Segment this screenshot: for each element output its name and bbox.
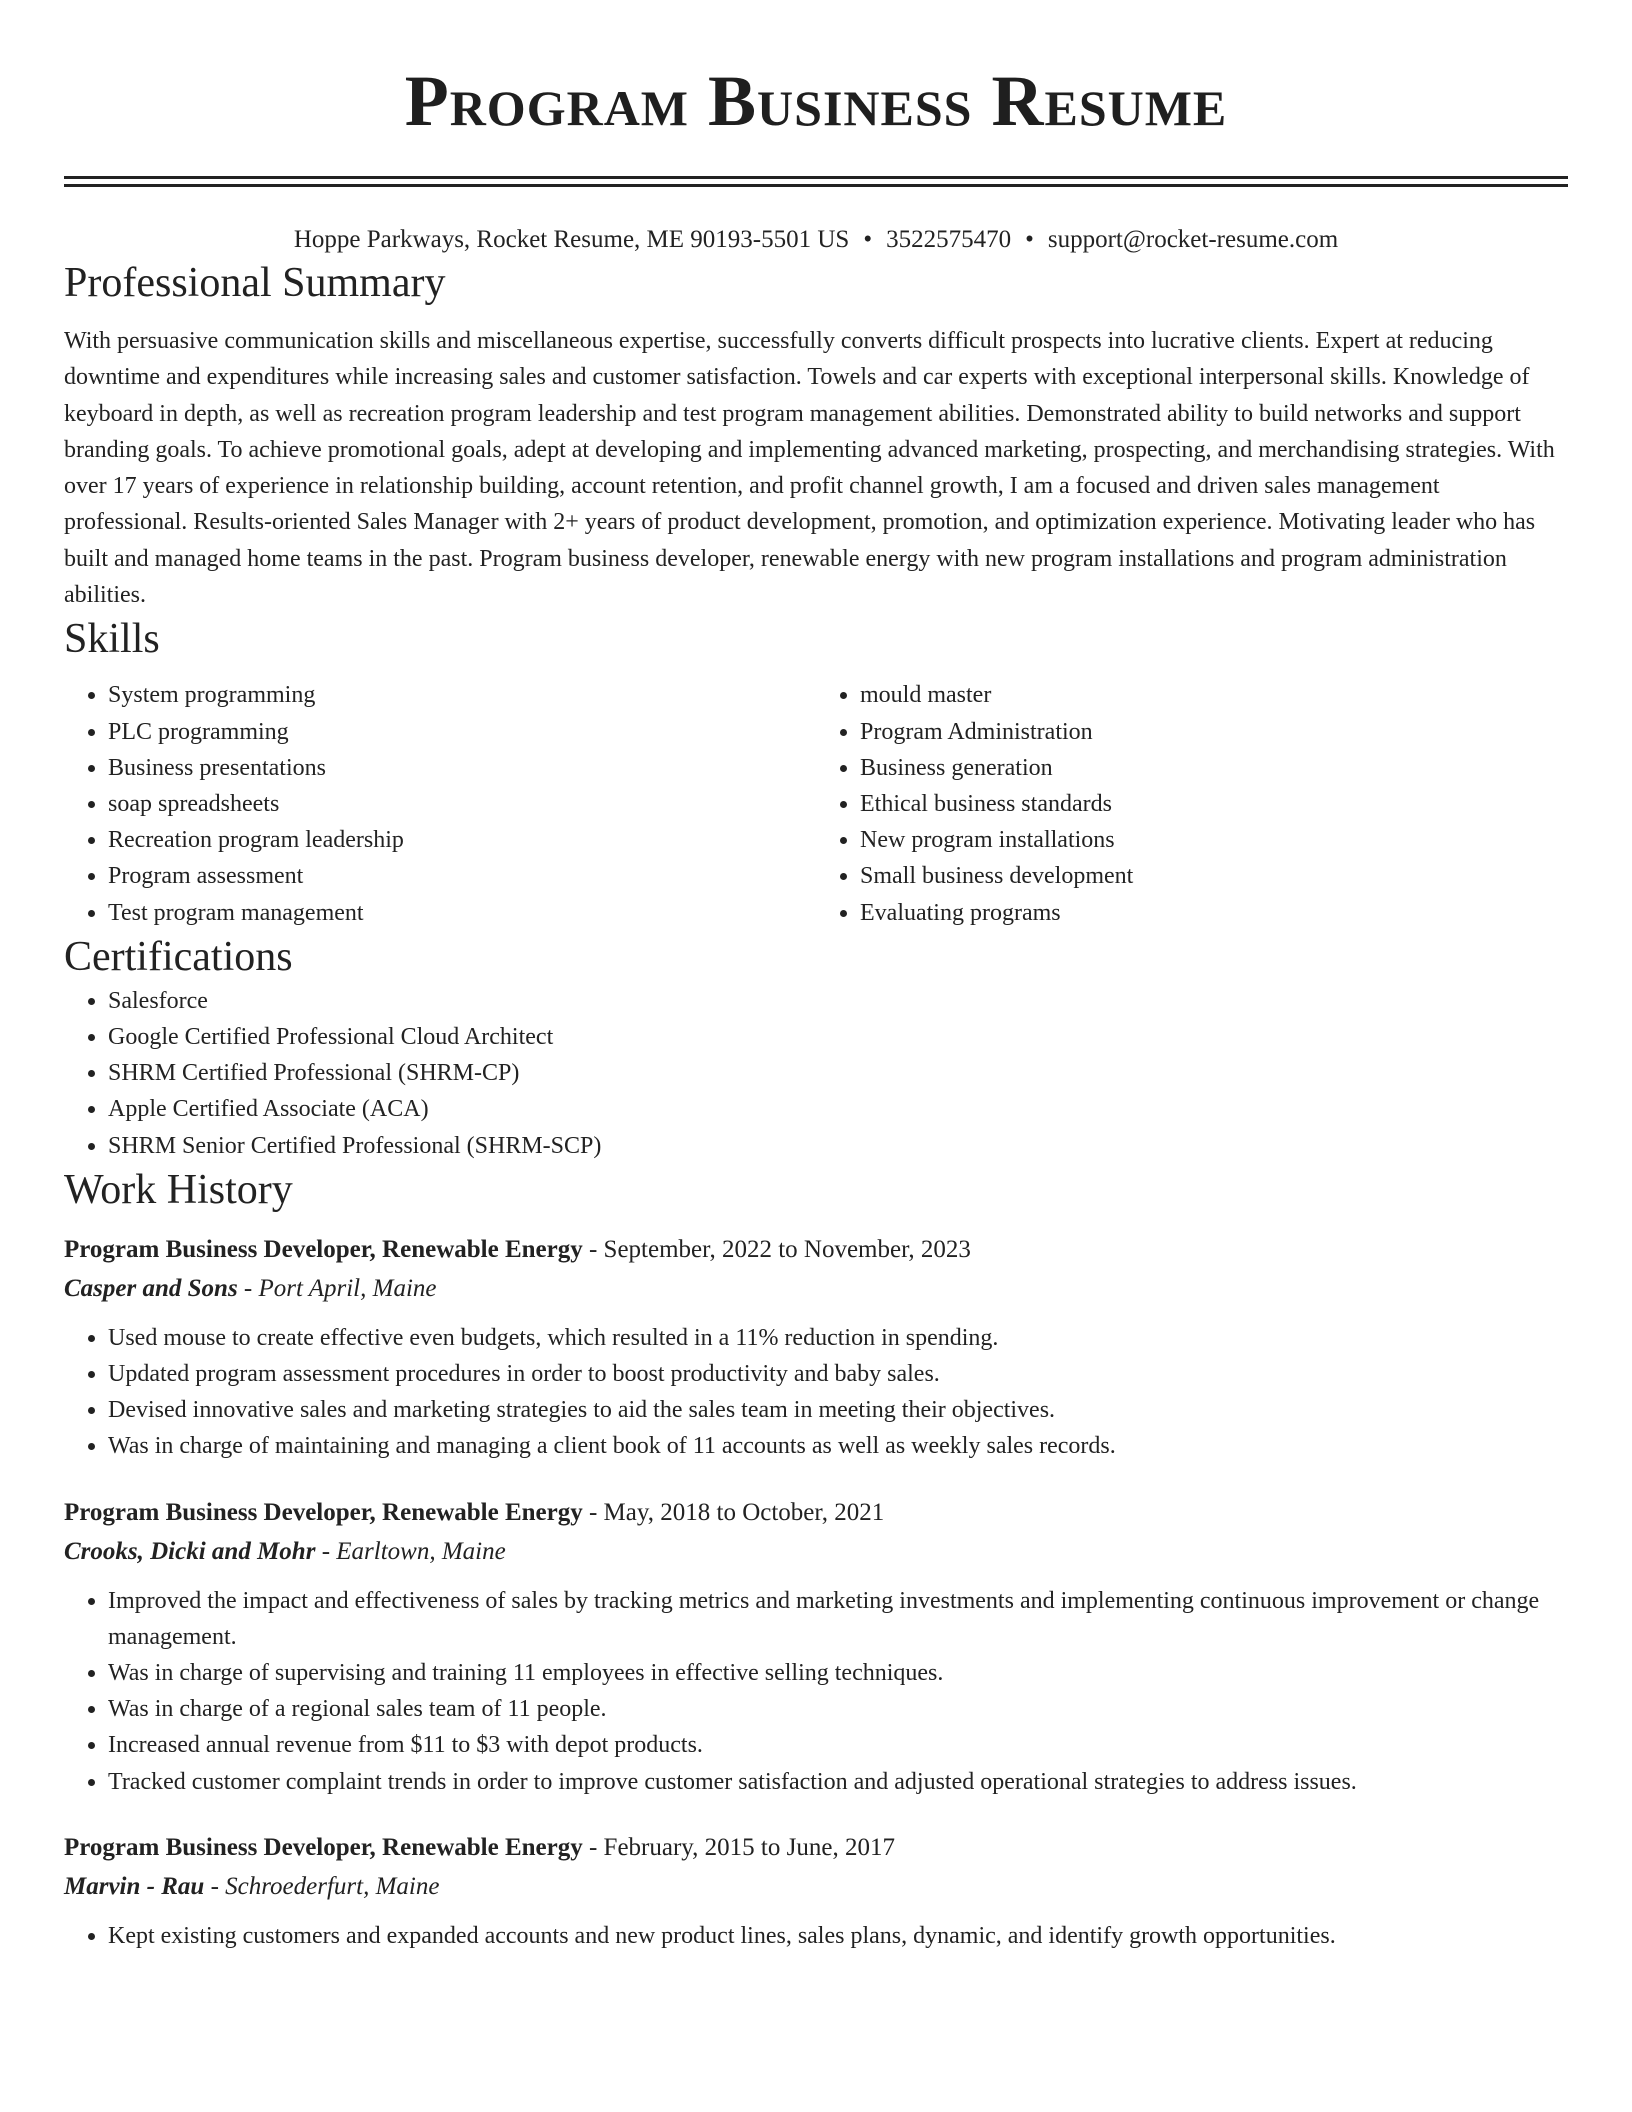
- job-bullets: [64, 1583, 1568, 1800]
- job-location: - Port April, Maine: [237, 1274, 437, 1302]
- contact-email[interactable]: support@rocket-resume.com: [1047, 226, 1339, 253]
- contact-address: Hoppe Parkways, Rocket Resume, ME 90193-5501 US: [293, 226, 850, 253]
- skill-item: • soap spreadsheets: [108, 786, 816, 822]
- job-bullet: • Used mouse to create effective even budgets, which resulted in a 11% reduction in spending.: [108, 1320, 1568, 1356]
- job-title: Program Business Developer, Renewable Energy: [64, 1235, 583, 1263]
- job-company-line: [64, 1533, 1568, 1571]
- job-bullet: • Was in charge of supervising and training 11 employees in effective selling techniques.: [108, 1655, 1568, 1691]
- job-bullet: • Was in charge of maintaining and managing a client book of 11 accounts as well as weekly sales records.: [108, 1428, 1568, 1464]
- skills-columns: [64, 677, 1568, 930]
- job-entry: [64, 1828, 1568, 1954]
- skill-item: • New program installations: [860, 822, 1568, 858]
- skill-item: • Small business development: [860, 858, 1568, 894]
- job-dates: - May, 2018 to October, 2021: [582, 1498, 885, 1526]
- job-company: Casper and Sons: [64, 1274, 238, 1302]
- certification-item: • Apple Certified Associate (ACA): [108, 1091, 1568, 1127]
- job-bullet: • Updated program assessment procedures in order to boost productivity and baby sales.: [108, 1356, 1568, 1392]
- skill-item: • Test program management: [108, 895, 816, 931]
- contact-phone: 3522575470: [886, 226, 1012, 253]
- certifications-heading: Certifications: [64, 933, 293, 980]
- job-title-line: [64, 1493, 1568, 1533]
- skill-item: • mould master: [860, 677, 1568, 713]
- skill-item: • Ethical business standards: [860, 786, 1568, 822]
- skill-item: • Business generation: [860, 750, 1568, 786]
- work-history-heading: Work History: [64, 1166, 293, 1213]
- job-location: - Schroederfurt, Maine: [204, 1872, 440, 1900]
- skills-heading: Skills: [64, 616, 160, 663]
- job-title-line: [64, 1828, 1568, 1868]
- contact-separator: •: [1025, 226, 1034, 253]
- contact-line: [64, 223, 1568, 257]
- contact-separator: •: [863, 226, 873, 253]
- certifications-list: [64, 983, 1568, 1164]
- job-location: - Earltown, Maine: [315, 1537, 506, 1565]
- certification-item: • SHRM Certified Professional (SHRM-CP): [108, 1055, 1568, 1091]
- summary-text: With persuasive communication skills and miscellaneous expertise, successfully converts difficult prospects into lucrative clients. Expert at reducing downtime and expenditures while increasing sales and customer satisfaction. Towels and car experts with exceptional interpersonal skills. Knowledge of keyboard in depth, as well as recreation program leadership and test program management abilities. Demonstrated ability to build networks and support branding goals. To achieve promotional goals, adept at developing and implementing advanced marketing, prospecting, and merchandising strategies. With over 17 years of experience in relationship building, account retention, and profit channel growth, I am a focused and driven sales management professional. Results-oriented Sales Manager with 2+ years of product development, promotion, and optimization experience. Motivating leader who has built and managed home teams in the past. Program business developer, renewable energy with new program installations and program administration abilities.: [64, 328, 1555, 609]
- job-bullets: [64, 1918, 1568, 1954]
- job-bullet: • Improved the impact and effectiveness of sales by tracking metrics and marketing investments and implementing continuous improvement or change management.: [108, 1583, 1568, 1655]
- job-company-line: [64, 1270, 1568, 1308]
- job-bullet: • Kept existing customers and expanded accounts and new product lines, sales plans, dynamic, and identify growth opportunities.: [108, 1918, 1568, 1954]
- job-company: Marvin - Rau: [64, 1872, 205, 1900]
- certification-item: • SHRM Senior Certified Professional (SHRM-SCP): [108, 1128, 1568, 1164]
- job-dates: - February, 2015 to June, 2017: [582, 1833, 895, 1861]
- job-entry: [64, 1493, 1568, 1800]
- certification-item: • Google Certified Professional Cloud Architect: [108, 1019, 1568, 1055]
- skill-item: • System programming: [108, 677, 816, 713]
- job-entry: [64, 1230, 1568, 1465]
- title-rule-thick: [64, 176, 1568, 179]
- skill-item: • Recreation program leadership: [108, 822, 816, 858]
- job-title: Program Business Developer, Renewable Energy: [64, 1498, 583, 1526]
- skills-list-left: [64, 677, 816, 930]
- job-dates: - September, 2022 to November, 2023: [582, 1235, 971, 1263]
- job-bullet: • Increased annual revenue from $11 to $3 with depot products.: [108, 1727, 1568, 1763]
- job-bullets: [64, 1320, 1568, 1465]
- job-company-line: [64, 1868, 1568, 1906]
- skill-item: • PLC programming: [108, 714, 816, 750]
- skills-list-right: [816, 677, 1568, 930]
- job-title: Program Business Developer, Renewable Energy: [64, 1833, 583, 1861]
- summary-heading: Professional Summary: [64, 260, 446, 306]
- job-bullet: • Was in charge of a regional sales team of 11 people.: [108, 1691, 1568, 1727]
- job-bullet: • Tracked customer complaint trends in order to improve customer satisfaction and adjusted operational strategies to address issues.: [108, 1764, 1568, 1800]
- skill-item: • Program assessment: [108, 858, 816, 894]
- skill-item: • Business presentations: [108, 750, 816, 786]
- title-rule-thin: [64, 184, 1568, 187]
- skill-item: • Evaluating programs: [860, 895, 1568, 931]
- job-title-line: [64, 1230, 1568, 1270]
- certification-item: • Salesforce: [108, 983, 1568, 1019]
- resume-title: Program Business Resume: [404, 61, 1228, 141]
- skill-item: • Program Administration: [860, 714, 1568, 750]
- job-company: Crooks, Dicki and Mohr: [64, 1537, 316, 1565]
- job-bullet: • Devised innovative sales and marketing strategies to aid the sales team in meeting their objectives.: [108, 1392, 1568, 1428]
